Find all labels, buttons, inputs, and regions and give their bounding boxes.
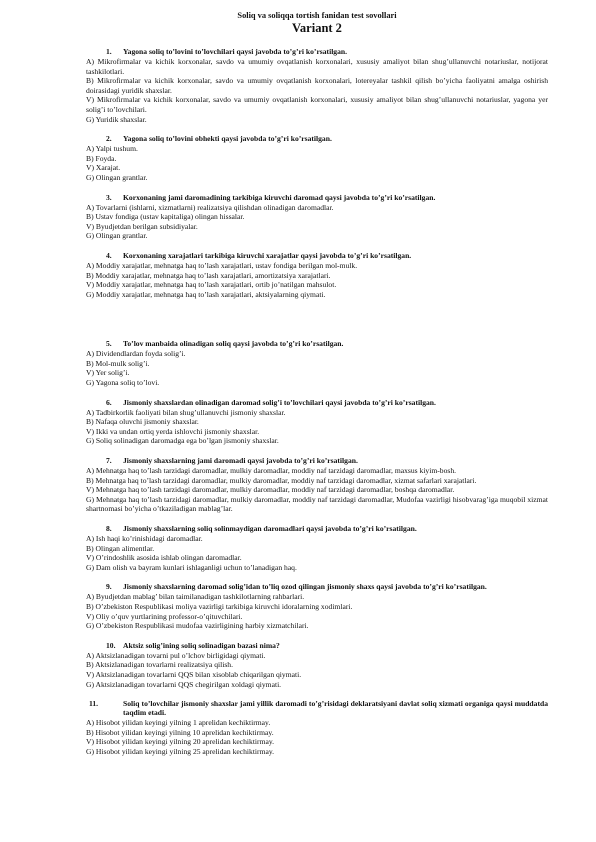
answer-option: V) Xarajat. [86, 163, 121, 173]
answer-option: A) Mikrofirmalar va kichik korxonalar, savdo va umumiy ovqatlanish korxonalari, xususiy amaliyot bilan shug’ullanuvchi notariuslar, notijorat tashkilotlari. [86, 57, 548, 76]
question-block [86, 193, 548, 241]
question-number: 10. [106, 640, 116, 650]
question-heading [106, 582, 548, 591]
question-heading [89, 699, 548, 718]
question-block [86, 641, 548, 689]
answer-option: B) Foyda. [86, 153, 117, 163]
question-text: Jismoniy shaxslarning soliq solinmaydigan daromadlari qaysi javobda to’g’ri ko’rsatilgan. [123, 524, 417, 533]
question-heading [106, 456, 548, 465]
question-block [86, 339, 548, 387]
question-heading [106, 641, 548, 650]
question-block [86, 47, 548, 124]
answer-option: B) Nafaqa oluvchi jismoniy shaxslar. [86, 417, 199, 427]
question-text: Yagona soliq to’lovini obhekti qaysi javobda to’g’ri ko’rsatilgan. [123, 134, 332, 144]
question-text: Jismoniy shaxslardan olinadigan daromad solig’i to’lovchilari qaysi javobda to’g’ri ko’rsatilgan. [123, 397, 436, 407]
question-block [86, 582, 548, 630]
document-title: Soliq va soliqqa tortish fanidan test sovollari [237, 11, 397, 20]
question-number: 6. [106, 397, 112, 407]
question-number: 3. [106, 192, 112, 202]
question-text: Aktsiz solig’ining soliq solinadigan bazasi nima? [123, 640, 280, 650]
answer-option: A) Byudjetdan mablag’ bilan taimilanadigan tashkilotlarning rahbarlari. [86, 592, 305, 602]
answer-option: B) Mehnatga haq to’lash tarzidagi daromadlar, mulkiy daromadlar, moddiy naf tarzidagi daromadlar, xizmat safarlari xarajatlari. [86, 475, 477, 485]
question-heading [106, 251, 548, 260]
answer-option: A) Tadbirkorlik faoliyati bilan shug’ullanuvchi jismoniy shaxslar. [86, 407, 286, 417]
answer-option: A) Hisobot yilidan keyingi yilning 1 aprelidan kechiktirmay. [86, 718, 271, 728]
question-block [86, 251, 548, 299]
answer-option: G) Hisobot yilidan keyingi yilning 25 aprelidan kechiktirmay. [86, 746, 275, 756]
question-heading [106, 134, 548, 143]
question-text: Korxonaning xarajatlari tarkibiga kiruvchi xarajatlar qaysi javobda to’g’ri ko’rsatilgan. [123, 250, 412, 260]
blank-space [86, 309, 548, 339]
answer-option: V) Mehnatga haq to’lash tarzidagi daromadlar, mulkiy daromadlar, moddiy naf tarzidagi daromadlar, boshqa daromadlar. [86, 485, 455, 495]
answer-option: B) Aktsizlanadigan tovarlarni realizatsiya qilish. [86, 660, 233, 670]
answer-option: B) Olingan alimentlar. [86, 543, 155, 553]
question-text: Jismoniy shaxslarning daromad solig’idan to’liq ozod qilingan jismoniy shaxs qaysi javobda to’g’ri ko’rsatilgan. [123, 582, 487, 592]
answer-option: B) Mikrofirmalar va kichik korxonalar, savdo va umumiy ovqatlanish korxonalari, lotereyalar tashkil qilish bo’yicha faoliyatni amalga oshirish doirasidagi yuridik shaxslar. [86, 76, 548, 95]
answer-option: G) Moddiy xarajatlar, mehnatga haq to’lash xarajatlari, aktsiyalarning qiymati. [86, 289, 326, 299]
question-heading [106, 193, 548, 202]
question-heading [106, 339, 548, 348]
answer-option: B) Mol-mulk solig’i. [86, 358, 150, 368]
question-block [86, 524, 548, 572]
question-heading [106, 524, 548, 533]
answer-option: V) O’rindoshlik asosida ishlab olingan daromadlar. [86, 553, 242, 563]
question-block [86, 456, 548, 514]
answer-option: A) Dividendlardan foyda solig’i. [86, 349, 186, 359]
answer-option: V) Oliy o’quv yurtlarining professor-o’qituvchilari. [86, 611, 243, 621]
question-heading [106, 47, 548, 56]
question-number: 9. [106, 582, 112, 592]
answer-option: A) Aktsizlanadigan tovarni pul o’lchov birligidagi qiymati. [86, 650, 266, 660]
question-number: 4. [106, 250, 112, 260]
answer-option: G) Mehnatga haq to’lash tarzidagi daromadlar, mulkiy daromadlar, moddiy naf tarzidagi daromadlar, Mudofaa vazirligi hisobvarag’iga muqobil xizmat shartnomasi bo’yicha o’tkaziladigan mablag’lar. [86, 494, 548, 514]
answer-option: A) Mehnatga haq to’lash tarzidagi daromadlar, mulkiy daromadlar, moddiy naf tarzidagi daromadlar, maxsus kiyim-bosh. [86, 466, 457, 476]
answer-option: B) O’zbekiston Respublikasi moliya vazirligi tarkibiga kiruvchi idoralarning xodimlari. [86, 601, 353, 611]
answer-option: A) Yalpi tushum. [86, 144, 138, 154]
answer-option: G) Aktsizlanadigan tovarlarni QQS chegirilgan xoldagi qiymati. [86, 679, 282, 689]
answer-option: A) Tovarlarni (ishlarni, xizmatlarni) realizatsiya qilishdan olinadigan daromadlar. [86, 202, 334, 212]
answer-option: V) Hisobot yilidan keyingi yilning 20 aprelidan kechiktirmay. [86, 737, 275, 747]
question-number: 1. [106, 47, 112, 56]
answer-option: G) Yuridik shaxslar. [86, 114, 147, 124]
question-number: 11. [89, 699, 99, 709]
question-block [86, 134, 548, 182]
answer-option: B) Hisobot yilidan keyingi yilning 10 aprelidan kechiktirmay. [86, 727, 274, 737]
question-number: 7. [106, 456, 112, 466]
answer-option: G) Yagona soliq to’lovi. [86, 378, 160, 388]
question-block [86, 699, 548, 756]
question-text: Jismoniy shaxslarning jami daromadi qaysi javobda to’g’ri ko’rsatilgan. [123, 456, 358, 466]
question-text: Soliq to’lovchilar jismoniy shaxslar jami yillik daromadi to’g’risidagi deklaratsiyani davlat soliq xizmati organiga qaysi muddatda taqdim etadi. [123, 699, 548, 718]
answer-option: A) Moddiy xarajatlar, mehnatga haq to’lash xarajatlari, ustav fondiga berilgan mol-mulk. [86, 260, 358, 270]
answer-option: G) Soliq solinadigan daromadga ega bo’lgan jismoniy shaxslar. [86, 436, 279, 446]
answer-option: V) Byudjetdan berilgan subsidiyalar. [86, 221, 198, 231]
question-number: 8. [106, 524, 112, 533]
variant-heading: Variant 2 [292, 21, 342, 35]
question-number: 5. [106, 339, 112, 349]
question-text: Yagona soliq to’lovini to’lovchilari qaysi javobda to’g’ri ko’rsatilgan. [123, 47, 348, 56]
question-number: 2. [106, 134, 112, 144]
answer-option: V) Moddiy xarajatlar, mehnatga haq to’lash xarajatlari, ortib jo’natilgan mahsulot. [86, 280, 337, 290]
answer-option: G) Olingan grantlar. [86, 231, 148, 241]
answer-option: V) Aktsizlanadigan tovarlarni QQS bilan xisoblab chiqarilgan qiymati. [86, 669, 302, 679]
answer-option: A) Ish haqi ko’rinishidagi daromadlar. [86, 534, 203, 543]
answer-option: G) Dam olish va bayram kunlari ishlaganligi uchun to’lanadigan haq. [86, 562, 297, 572]
question-text: Korxonaning jami daromadining tarkibiga kiruvchi daromad qaysi javobda to’g’ri ko’rsatilgan. [123, 192, 436, 202]
question-heading [106, 398, 548, 407]
answer-option: V) Ikki va undan ortiq yerda ishlovchi jismoniy shaxslar. [86, 426, 260, 436]
answer-option: V) Yer solig’i. [86, 368, 130, 378]
answer-option: G) Olingan grantlar. [86, 172, 148, 182]
answer-option: B) Ustav fondiga (ustav kapitaliga) olingan hissalar. [86, 212, 245, 222]
answer-option: B) Moddiy xarajatlar, mehnatga haq to’lash xarajatlari, amortizatsiya xarajatlari. [86, 270, 331, 280]
question-list [86, 47, 548, 757]
answer-option: G) O’zbekiston Respublikasi mudofaa vazirligining harbiy xizmatchilari. [86, 621, 309, 631]
question-block [86, 398, 548, 446]
answer-option: V) Mikrofirmalar va kichik korxonalar, savdo va umumiy ovqatlanish korxonalari, xususiy amaliyot bilan shug’ullanuvchi notariuslar, yagona yer solig’i to’lovchilari. [86, 95, 548, 114]
question-text: To’lov manbaida olinadigan soliq qaysi javobda to’g’ri ko’rsatilgan. [123, 339, 344, 349]
